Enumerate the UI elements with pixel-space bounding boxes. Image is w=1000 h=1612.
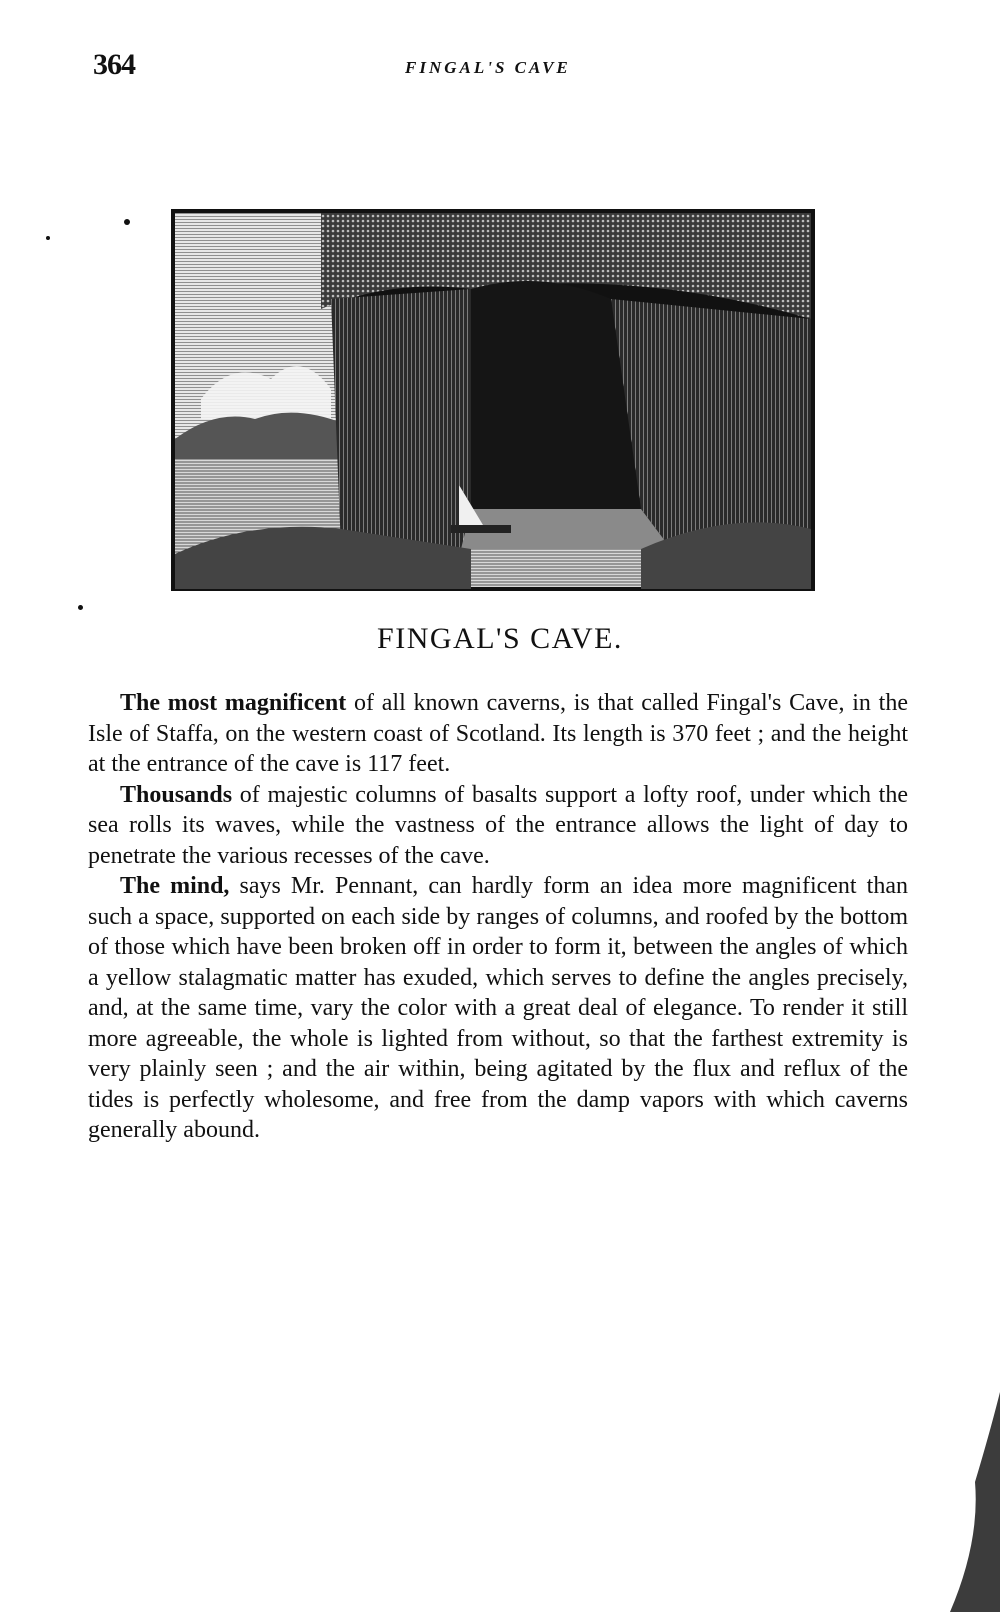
page-number: 364 <box>93 48 135 81</box>
paragraph-text: of majestic columns of basalts support a lofty roof, under which the sea rolls its waves, while the vastness of the entrance allows the light of day to penetrate the various recesses of the cave. <box>88 781 908 869</box>
paragraph <box>88 780 908 872</box>
paragraph-text: of all known caverns, is that called Fingal's Cave, in the Isle of Staffa, on the western coast of Scotland. Its length is 370 feet ; and the height at the entrance of the cave is 117 feet. <box>88 690 908 777</box>
cave-engraving <box>171 209 815 591</box>
ink-speck <box>46 236 50 240</box>
running-head: FINGAL'S CAVE <box>405 58 571 77</box>
ink-speck <box>124 219 130 225</box>
body-text <box>88 688 908 1146</box>
paragraph-lead: The mind, <box>120 873 230 899</box>
boat <box>451 525 511 533</box>
chapter-title: FINGAL'S CAVE. <box>377 622 623 655</box>
paragraph <box>88 871 908 1146</box>
left-column-cliff <box>331 289 471 549</box>
paragraph-lead: The most magnificent <box>120 690 347 716</box>
paragraph-text: says Mr. Pennant, can hardly form an idea more magnificent than such a space, supported on each side by ranges of columns, and roofed by the bottom of those which have been broken off in order to form it, between the angles of which a yellow stalagmatic matter has exuded, which serves to define the angles precisely, and, at the same time, vary the color with a great deal of elegance. To render it still more agreeable, the whole is lighted from without, so that the farthest extremity is very plainly seen ; and the air within, being agitated by the flux and reflux of the tides is perfectly wholesome, and free from the damp vapors with which caverns generally abound. <box>88 873 908 1143</box>
paragraph <box>88 688 908 780</box>
cave-engraving-svg <box>171 209 815 591</box>
paragraph-lead: Thousands <box>120 781 233 808</box>
page-edge-stain <box>940 1392 1000 1612</box>
ink-speck <box>78 605 83 610</box>
